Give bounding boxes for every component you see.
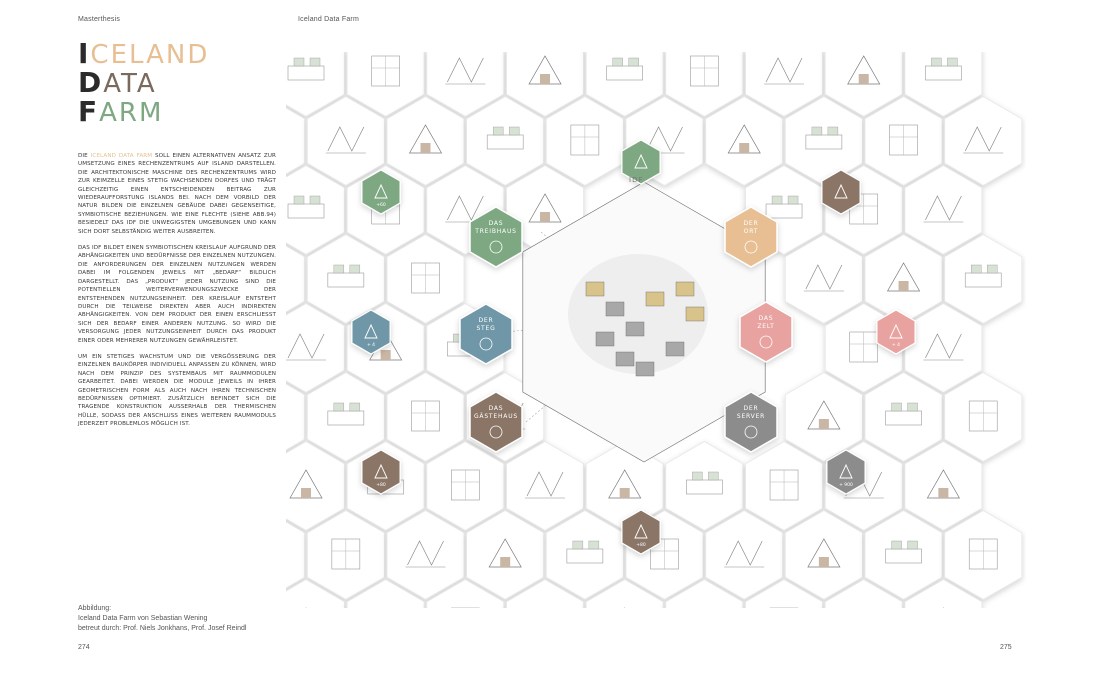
plan-drawing-hex	[785, 97, 862, 186]
hub-label-name: Zelt	[757, 323, 775, 330]
plan-drawing-hex	[865, 235, 942, 324]
plan-drawing-hex	[945, 511, 1022, 600]
plan-drawing-hex	[427, 442, 504, 531]
page-number-right: 275	[1000, 644, 1012, 651]
title-line-iceland: ICELAND	[78, 37, 210, 70]
page-title	[78, 37, 278, 128]
title-line-farm: FARM	[78, 95, 164, 128]
plan-drawing-hex	[387, 97, 464, 186]
icon-hex-value: +60	[376, 203, 386, 208]
plan-drawing-hex	[865, 511, 942, 600]
hub-label-name: Treibhaus	[475, 228, 517, 235]
plan-drawing-hex	[905, 166, 982, 255]
plan-drawing-hex	[785, 511, 862, 600]
plan-drawing-hex	[387, 511, 464, 600]
plan-drawing-hex	[307, 511, 384, 600]
hub-label-article: Der	[478, 317, 494, 324]
plan-drawing-hex	[945, 97, 1022, 186]
figure-caption: Abbildung: Iceland Data Farm von Sebastian Wening betreut durch: Prof. Niels Jonkhans, Prof. Josef Reindl	[78, 605, 247, 632]
paragraph-intro: DIE ICELAND DATA FARM SOLL EINEN ALTERNATIVEN ANSATZ ZUR UMSETZUNG EINES RECHENZENTRUMS AUF ISLAND DARSTELLEN. DIE ARCHITEKTONISCHE MASCHINE DES RECHENZENTRUMS WIRD ZUR KEIMZELLE EINES STETIG WACHSENDEN DORFES UND TRÄGT GLEICHZEITIG EINEN ENTSCHEIDENDEN BEITRAG ZUR WIEDERAUFFORSTUNG ISLANDS BEI. NACH DEM VORBILD DER NATUR BILDEN DIE EINZELNEN GEBÄUDE DABEI GEGENSEITIGE, SYMBIOTISCHE BEZIEHUNGEN. WIE EINE FLECHTE (SIEHE ABB.94) BESIEDELT DAS IDF DIE UNWEGIGSTEN UMGEBUNGEN UND KANN SICH DORT SELBSTÄNDIG WEITER AUSBREITEN.	[78, 153, 276, 235]
building-model	[606, 302, 624, 316]
idf-center-label: IDF	[629, 176, 644, 184]
plan-drawing-hex	[905, 304, 982, 393]
hub-label-name: Gästehaus	[473, 413, 519, 420]
hub-label-name: Server	[736, 413, 766, 420]
plan-drawing-hex	[666, 442, 743, 531]
plan-drawing-hex	[307, 373, 384, 462]
icon-hex-value: + 900	[839, 483, 853, 488]
plan-drawing-hex	[746, 442, 823, 531]
plan-drawing-hex	[467, 97, 544, 186]
accent-text: ICELAND DATA FARM	[90, 153, 153, 159]
building-model	[646, 292, 664, 306]
building-model	[686, 307, 704, 321]
hub-label-article: Das	[488, 405, 504, 412]
hub-label-name: Steg	[476, 325, 496, 332]
icon-hex-value: +80	[376, 483, 386, 488]
icon-hex-value: +80	[636, 543, 646, 548]
icon-hex-value: + 4	[891, 343, 901, 348]
plan-drawing-hex	[865, 373, 942, 462]
hub-label-article: Das	[758, 315, 774, 322]
plan-drawing-hex	[865, 97, 942, 186]
icon-hex-value: + 4	[366, 343, 376, 348]
hub-label-name: Ort	[743, 228, 759, 235]
plan-drawing-hex	[785, 235, 862, 324]
plan-drawing-hex	[507, 442, 584, 531]
running-header-left: Masterthesis	[78, 16, 121, 23]
poster-figure	[286, 52, 1026, 608]
plan-drawing-hex	[905, 442, 982, 531]
plan-drawing-hex	[785, 373, 862, 462]
building-model	[626, 322, 644, 336]
paragraph-cycle: DAS IDF BILDET EINEN SYMBIOTISCHEN KREISLAUF AUFGRUND DER ABHÄNGIGKEITEN UND BEDÜRFNISSE DER EINZELNEN NUTZUNGEN. DIE ANFORDERUNGEN DER EINZELNEN NUTZUNGEN WERDEN DABEI IM FOLGENDEN JEWEILS MIT „BEDARF“ BILDLICH DARGESTELLT. DAS „PRODUKT“ JEDER NUTZUNG SIND DIE POTENTIELLEN WEITERVERWENDUNGSZWECKE DER ENTSTEHENDEN NUTZUNGSEINHEIT. DER KREISLAUF ENTSTEHT DURCH DIE TEILWEISE DIREKTEN ABER AUCH INDIREKTEN ABHÄNGIGKEITEN. VON DEM PRODUKT DER EINEN ERSCHLIESST SICH DER BEDARF EINER ANDEREN NUTZUNG. SO WIRD DIE VERSORGUNG JEDER NUTZUNGSEINHEIT DURCH DAS PRODUKT EINER ODER MEHRERER NUTZUNGEN GEWÄHRLEISTET.	[78, 245, 276, 344]
building-model	[676, 282, 694, 296]
plan-drawing-hex	[467, 511, 544, 600]
plan-drawing-hex	[387, 373, 464, 462]
title-line-data: DATA	[78, 66, 157, 99]
page-number-left: 274	[78, 644, 90, 651]
plan-drawing-hex	[945, 373, 1022, 462]
plan-drawing-hex	[387, 235, 464, 324]
building-model	[636, 362, 654, 376]
paragraph-modules: UM EIN STETIGES WACHSTUM UND DIE VERGÖSSERUNG DER EINZELNEN BAUKÖRPER INDIVIDUELL ANPASSEN ZU KÖNNEN, WIRD NACH DEM PRINZIP DES SYSTEMBAUS MIT RAUMMODULEN GEARBEITET. DABEI WERDEN DIE MODULE JEWEILS IN IHRER GEOMETRISCHEN FORM ALS AUCH NACH IHREN TECHNISCHEN BEDÜRFNISSEN OPTIMIERT. ZUSÄTZLICH BEFINDET SICH DIE TRAGENDE KONSTRUKTION AUSSERHALB DER THERMISCHEN HÜLLE, SODASS DER ANSCHLUSS EINES WEITEREN RAUMMODULS JEDERZEIT PROBLEMLOS MÖGLICH IST.	[78, 353, 276, 428]
building-model	[596, 332, 614, 346]
plan-drawing-hex	[706, 97, 783, 186]
hub-label-article: Das	[488, 220, 504, 227]
plan-drawing-hex	[307, 97, 384, 186]
hub-label-article: Der	[743, 405, 759, 412]
building-model	[616, 352, 634, 366]
running-header-right: Iceland Data Farm	[298, 16, 359, 23]
hexagon-diagram	[286, 52, 1026, 608]
plan-drawing-hex	[307, 235, 384, 324]
building-model	[586, 282, 604, 296]
plan-drawing-hex	[706, 511, 783, 600]
plan-drawing-hex	[945, 235, 1022, 324]
plan-drawing-hex	[546, 97, 623, 186]
body-text	[78, 152, 276, 437]
building-model	[666, 342, 684, 356]
plan-drawing-hex	[546, 511, 623, 600]
hub-label-article: Der	[743, 220, 759, 227]
